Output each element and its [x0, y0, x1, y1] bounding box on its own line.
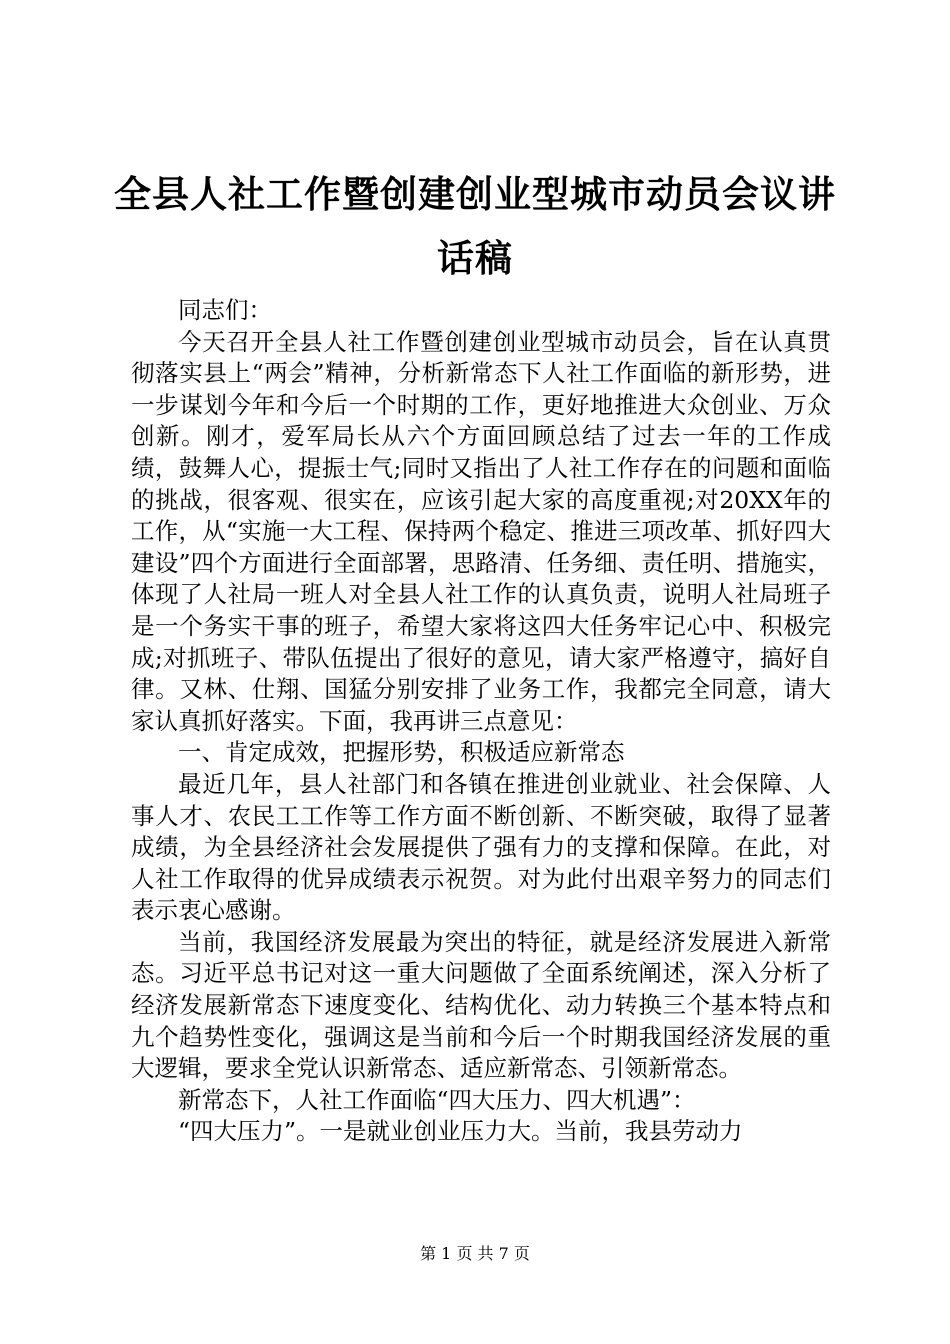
page-number-footer: 第 1 页 共 7 页 [420, 1244, 530, 1263]
body-paragraph: 新常态下，人社工作面临“四大压力、四大机遇”： [178, 1085, 696, 1114]
body-paragraph: 今天召开全县人社工作暨创建创业型城市动员会，旨在认真贯彻落实县上“两会”精神，分析新常态下人社工作面临的新形势，进一步谋划今年和今后一个时期的工作，更好地推进大众创业、万众创新。刚才，爱军局长从六个方面回顾总结了过去一年的工作成绩，鼓舞人心，提振士气;同时又指出了人社工作存在的问题和面临的挑战，很客观、很实在，应该引起大家的高度重视;对20XX年的工作，从“实施一大工程、保持两个稳定、推进三项改革、抓好四大建设”四个方面进行全面部署，思路清、任务细、责任明、措施实，体现了人社局一班人对全县人社工作的认真负责，说明人社局班子是一个务实干事的班子，希望大家将这四大任务牢记心中、积极完成;对抓班子、带队伍提出了很好的意见，请大家严格遵守，搞好自律。又林、仕翔、国猛分别安排了业务工作，我都完全同意，请大家认真抓好落实。下面，我再讲三点意见： [131, 327, 831, 735]
salutation-paragraph: 同志们： [178, 296, 272, 324]
body-paragraph: “四大压力”。一是就业创业压力大。当前，我县劳动力 [178, 1117, 743, 1146]
body-paragraph: 最近几年，县人社部门和各镇在推进创业就业、社会保障、人事人才、农民工工作等工作方面不断创新、不断突破，取得了显著成绩，为全县经济社会发展提供了强有力的支撑和保障。在此，对人社工作取得的优异成绩表示祝贺。对为此付出艰辛努力的同志们表示衷心感谢。 [131, 769, 831, 925]
document-body [131, 295, 831, 1148]
body-paragraph: 当前，我国经济发展最为突出的特征，就是经济发展进入新常态。习近平总书记对这一重大问题做了全面系统阐述，深入分析了经济发展新常态下速度变化、结构优化、动力转换三个基本特点和九个趋势性变化，强调这是当前和今后一个时期我国经济发展的重大逻辑，要求全党认识新常态、适应新常态、引领新常态。 [131, 927, 831, 1083]
document-title: 全县人社工作暨创建创业型城市动员会议讲话稿 [114, 172, 836, 280]
section-heading: 一、肯定成效，把握形势，积极适应新常态 [178, 738, 625, 767]
